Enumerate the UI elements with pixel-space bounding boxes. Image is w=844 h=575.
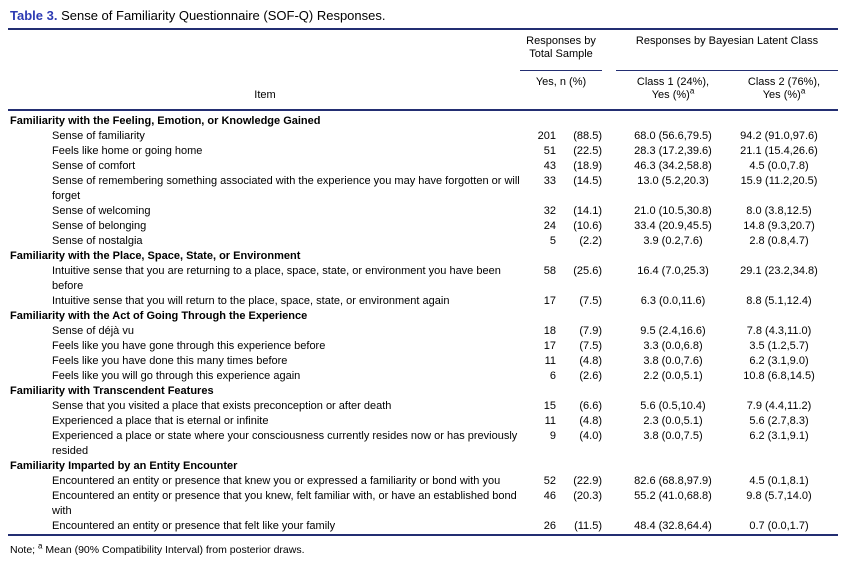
item-class1-value: 3.3 (0.0,6.8) (643, 340, 703, 352)
table-row (8, 339, 838, 354)
item-class1-value: 82.6 (68.8,97.9) (634, 475, 712, 487)
footnote-text: Mean (90% Compatibility Interval) from posterior draws. (45, 544, 305, 556)
item-class2-value: 6.2 (3.1,9.0) (749, 355, 809, 367)
item-class2-value: 0.7 (0.0,1.7) (749, 520, 809, 532)
header-class2 (730, 71, 838, 111)
row-gap-spacer (602, 339, 616, 354)
header-class1-superscript: a (689, 86, 695, 96)
row-gap-spacer (602, 174, 616, 204)
item-n-value: 46 (543, 490, 556, 502)
item-text: Sense of déjà vu (52, 325, 134, 337)
item-n-value: 33 (543, 175, 556, 187)
table-caption-text: Sense of Familiarity Questionnaire (SOF-Q) Responses. (61, 8, 386, 23)
item-class1-value: 33.4 (20.9,45.5) (634, 220, 712, 232)
item-text: Sense of nostalgia (52, 235, 143, 247)
table-caption-label: Table 3. (10, 8, 58, 23)
header-class1-line1: Class 1 (24%), (636, 76, 710, 88)
row-gap-spacer (602, 414, 616, 429)
item-text: Intuitive sense that you are returning to a place, space, state, or environment you have been before (52, 265, 501, 292)
section-row (8, 309, 838, 324)
item-class2-value: 8.8 (5.1,12.4) (746, 295, 812, 307)
item-text: Feels like you will go through this experience again (52, 370, 301, 382)
item-class1-value: 2.2 (0.0,5.1) (643, 370, 703, 382)
item-pct-value: (2.2) (579, 235, 602, 247)
header-gap-spacer (602, 29, 616, 71)
header-total-sample-group: Responses by Total Sample (520, 29, 602, 71)
item-text: Feels like you have gone through this experience before (52, 340, 326, 352)
section-row (8, 459, 838, 474)
row-gap-spacer (602, 129, 616, 144)
row-gap-spacer (602, 489, 616, 519)
item-n-value: 5 (549, 235, 556, 247)
item-pct-value: (4.8) (579, 355, 602, 367)
item-n-value: 6 (549, 370, 556, 382)
item-pct-value: (22.9) (573, 475, 602, 487)
item-class1-value: 3.8 (0.0,7.6) (643, 355, 703, 367)
item-text: Encountered an entity or presence that felt like your family (52, 520, 336, 532)
item-n-value: 17 (543, 340, 556, 352)
section-row (8, 249, 838, 264)
item-class1-value: 9.5 (2.4,16.6) (640, 325, 706, 337)
table-header (8, 29, 838, 110)
item-class2-value: 5.6 (2.7,8.3) (749, 415, 809, 427)
row-gap-spacer (602, 369, 616, 384)
item-text: Sense of belonging (52, 220, 147, 232)
item-text: Encountered an entity or presence that knew you or expressed a familiarity or bond with you (52, 475, 501, 487)
header-yes-n-pct: Yes, n (%) (520, 71, 602, 111)
item-text: Sense that you visited a place that exists preconception or after death (52, 400, 392, 412)
table-row (8, 474, 838, 489)
header-item-spacer (8, 29, 520, 71)
item-class1-value: 6.3 (0.0,11.6) (640, 295, 706, 307)
item-pct-value: (4.0) (579, 430, 602, 442)
table-row (8, 159, 838, 174)
item-pct-value: (14.5) (573, 175, 602, 187)
item-class2-value: 3.5 (1.2,5.7) (749, 340, 809, 352)
item-class1-value: 28.3 (17.2,39.6) (634, 145, 712, 157)
item-pct-value: (88.5) (573, 130, 602, 142)
item-class2-value: 4.5 (0.1,8.1) (749, 475, 809, 487)
item-n-value: 11 (544, 355, 556, 367)
item-class2-value: 10.8 (6.8,14.5) (743, 370, 815, 382)
table-row (8, 204, 838, 219)
item-class1-value: 2.3 (0.0,5.1) (643, 415, 703, 427)
table-row (8, 234, 838, 249)
item-pct-value: (7.5) (579, 295, 602, 307)
item-text: Feels like home or going home (52, 145, 203, 157)
item-n-value: 43 (543, 160, 556, 172)
row-gap-spacer (602, 519, 616, 535)
item-n-value: 17 (543, 295, 556, 307)
section-row (8, 110, 838, 129)
item-class2-value: 4.5 (0.0,7.8) (749, 160, 809, 172)
item-n-value: 26 (543, 520, 556, 532)
item-n-value: 32 (543, 205, 556, 217)
table-row (8, 174, 838, 204)
row-gap-spacer (602, 204, 616, 219)
row-gap-spacer (602, 159, 616, 174)
item-n-value: 9 (549, 430, 556, 442)
item-class2-value: 29.1 (23.2,34.8) (740, 265, 818, 277)
item-text: Intuitive sense that you will return to the place, space, state, or environment again (52, 295, 450, 307)
header-gap-spacer-2 (602, 71, 616, 111)
section-label: Familiarity with the Feeling, Emotion, or Knowledge Gained (10, 115, 321, 127)
row-gap-spacer (602, 234, 616, 249)
item-class1-value: 55.2 (41.0,68.8) (634, 490, 712, 502)
item-n-value: 58 (543, 265, 556, 277)
item-n-value: 15 (543, 400, 556, 412)
section-label: Familiarity with the Place, Space, State, or Environment (10, 250, 301, 262)
table-row (8, 144, 838, 159)
table-body (8, 110, 838, 535)
table-footnote (8, 536, 838, 557)
item-class1-value: 16.4 (7.0,25.3) (637, 265, 709, 277)
item-pct-value: (11.5) (574, 520, 602, 532)
row-gap-spacer (602, 219, 616, 234)
item-text: Sense of remembering something associated with the experience you may have forgotten or will forget (52, 175, 520, 202)
item-pct-value: (2.6) (579, 370, 602, 382)
item-n-value: 52 (543, 475, 556, 487)
item-class2-value: 9.8 (5.7,14.0) (746, 490, 812, 502)
section-label: Familiarity with the Act of Going Through the Experience (10, 310, 308, 322)
item-class1-value: 13.0 (5.2,20.3) (637, 175, 709, 187)
item-pct-value: (7.5) (579, 340, 602, 352)
item-text: Encountered an entity or presence that you knew, felt familiar with, or have an established bond with (52, 490, 517, 517)
table-row (8, 294, 838, 309)
item-text: Experienced a place that is eternal or infinite (52, 415, 269, 427)
header-bayesian-group: Responses by Bayesian Latent Class (616, 29, 838, 71)
item-pct-value: (22.5) (573, 145, 602, 157)
item-pct-value: (20.3) (573, 490, 602, 502)
item-n-value: 24 (543, 220, 556, 232)
item-class1-value: 3.8 (0.0,7.5) (643, 430, 703, 442)
item-class2-value: 7.8 (4.3,11.0) (746, 325, 812, 337)
table-row (8, 354, 838, 369)
item-pct-value: (14.1) (573, 205, 602, 217)
row-gap-spacer (602, 144, 616, 159)
item-class2-value: 21.1 (15.4,26.6) (740, 145, 818, 157)
item-n-value: 18 (543, 325, 556, 337)
item-n-value: 201 (537, 130, 556, 142)
row-gap-spacer (602, 264, 616, 294)
table-row (8, 519, 838, 535)
item-pct-value: (25.6) (573, 265, 602, 277)
item-class1-value: 68.0 (56.6,79.5) (634, 130, 712, 142)
section-label: Familiarity with Transcendent Features (10, 385, 214, 397)
table-row (8, 324, 838, 339)
table-row (8, 414, 838, 429)
header-group-row (8, 29, 838, 71)
table-row (8, 264, 838, 294)
header-class2-line1: Class 2 (76%), (747, 76, 821, 88)
row-gap-spacer (602, 294, 616, 309)
item-text: Sense of familiarity (52, 130, 145, 142)
header-class2-line2: Yes (%) (762, 89, 801, 101)
section-row (8, 384, 838, 399)
item-text: Sense of welcoming (52, 205, 151, 217)
item-text: Feels like you have done this many times before (52, 355, 288, 367)
item-class2-value: 94.2 (91.0,97.6) (740, 130, 818, 142)
header-item-label: Item (8, 71, 520, 111)
item-pct-value: (18.9) (573, 160, 602, 172)
table-row (8, 429, 838, 459)
table-caption (8, 6, 838, 28)
item-class2-value: 2.8 (0.8,4.7) (749, 235, 809, 247)
table-row (8, 369, 838, 384)
item-class2-value: 7.9 (4.4,11.2) (746, 400, 812, 412)
header-sub-row (8, 71, 838, 111)
item-pct-value: (6.6) (579, 400, 602, 412)
item-class1-value: 21.0 (10.5,30.8) (634, 205, 712, 217)
sofq-table (8, 28, 838, 536)
row-gap-spacer (602, 474, 616, 489)
item-text: Experienced a place or state where your consciousness currently resides now or has previously resided (52, 430, 518, 457)
item-class2-value: 15.9 (11.2,20.5) (740, 175, 818, 187)
table-row (8, 489, 838, 519)
item-class2-value: 14.8 (9.3,20.7) (743, 220, 815, 232)
header-class1-line2: Yes (%) (651, 89, 690, 101)
item-class1-value: 5.6 (0.5,10.4) (640, 400, 706, 412)
row-gap-spacer (602, 354, 616, 369)
item-class1-value: 3.9 (0.2,7.6) (643, 235, 703, 247)
item-pct-value: (7.9) (579, 325, 602, 337)
row-gap-spacer (602, 324, 616, 339)
item-pct-value: (10.6) (573, 220, 602, 232)
item-text: Sense of comfort (52, 160, 136, 172)
row-gap-spacer (602, 399, 616, 414)
item-n-value: 11 (544, 415, 556, 427)
item-class1-value: 48.4 (32.8,64.4) (634, 520, 712, 532)
row-gap-spacer (602, 429, 616, 459)
section-label: Familiarity Imparted by an Entity Encounter (10, 460, 238, 472)
table-row (8, 129, 838, 144)
item-class2-value: 8.0 (3.8,12.5) (746, 205, 812, 217)
item-class2-value: 6.2 (3.1,9.1) (749, 430, 809, 442)
table-row (8, 219, 838, 234)
item-pct-value: (4.8) (579, 415, 602, 427)
table-row (8, 399, 838, 414)
item-class1-value: 46.3 (34.2,58.8) (634, 160, 712, 172)
header-class2-superscript: a (800, 86, 806, 96)
footnote-prefix: Note; (10, 544, 36, 556)
item-n-value: 51 (543, 145, 556, 157)
header-class1 (616, 71, 730, 111)
footnote-superscript: a (38, 541, 43, 551)
